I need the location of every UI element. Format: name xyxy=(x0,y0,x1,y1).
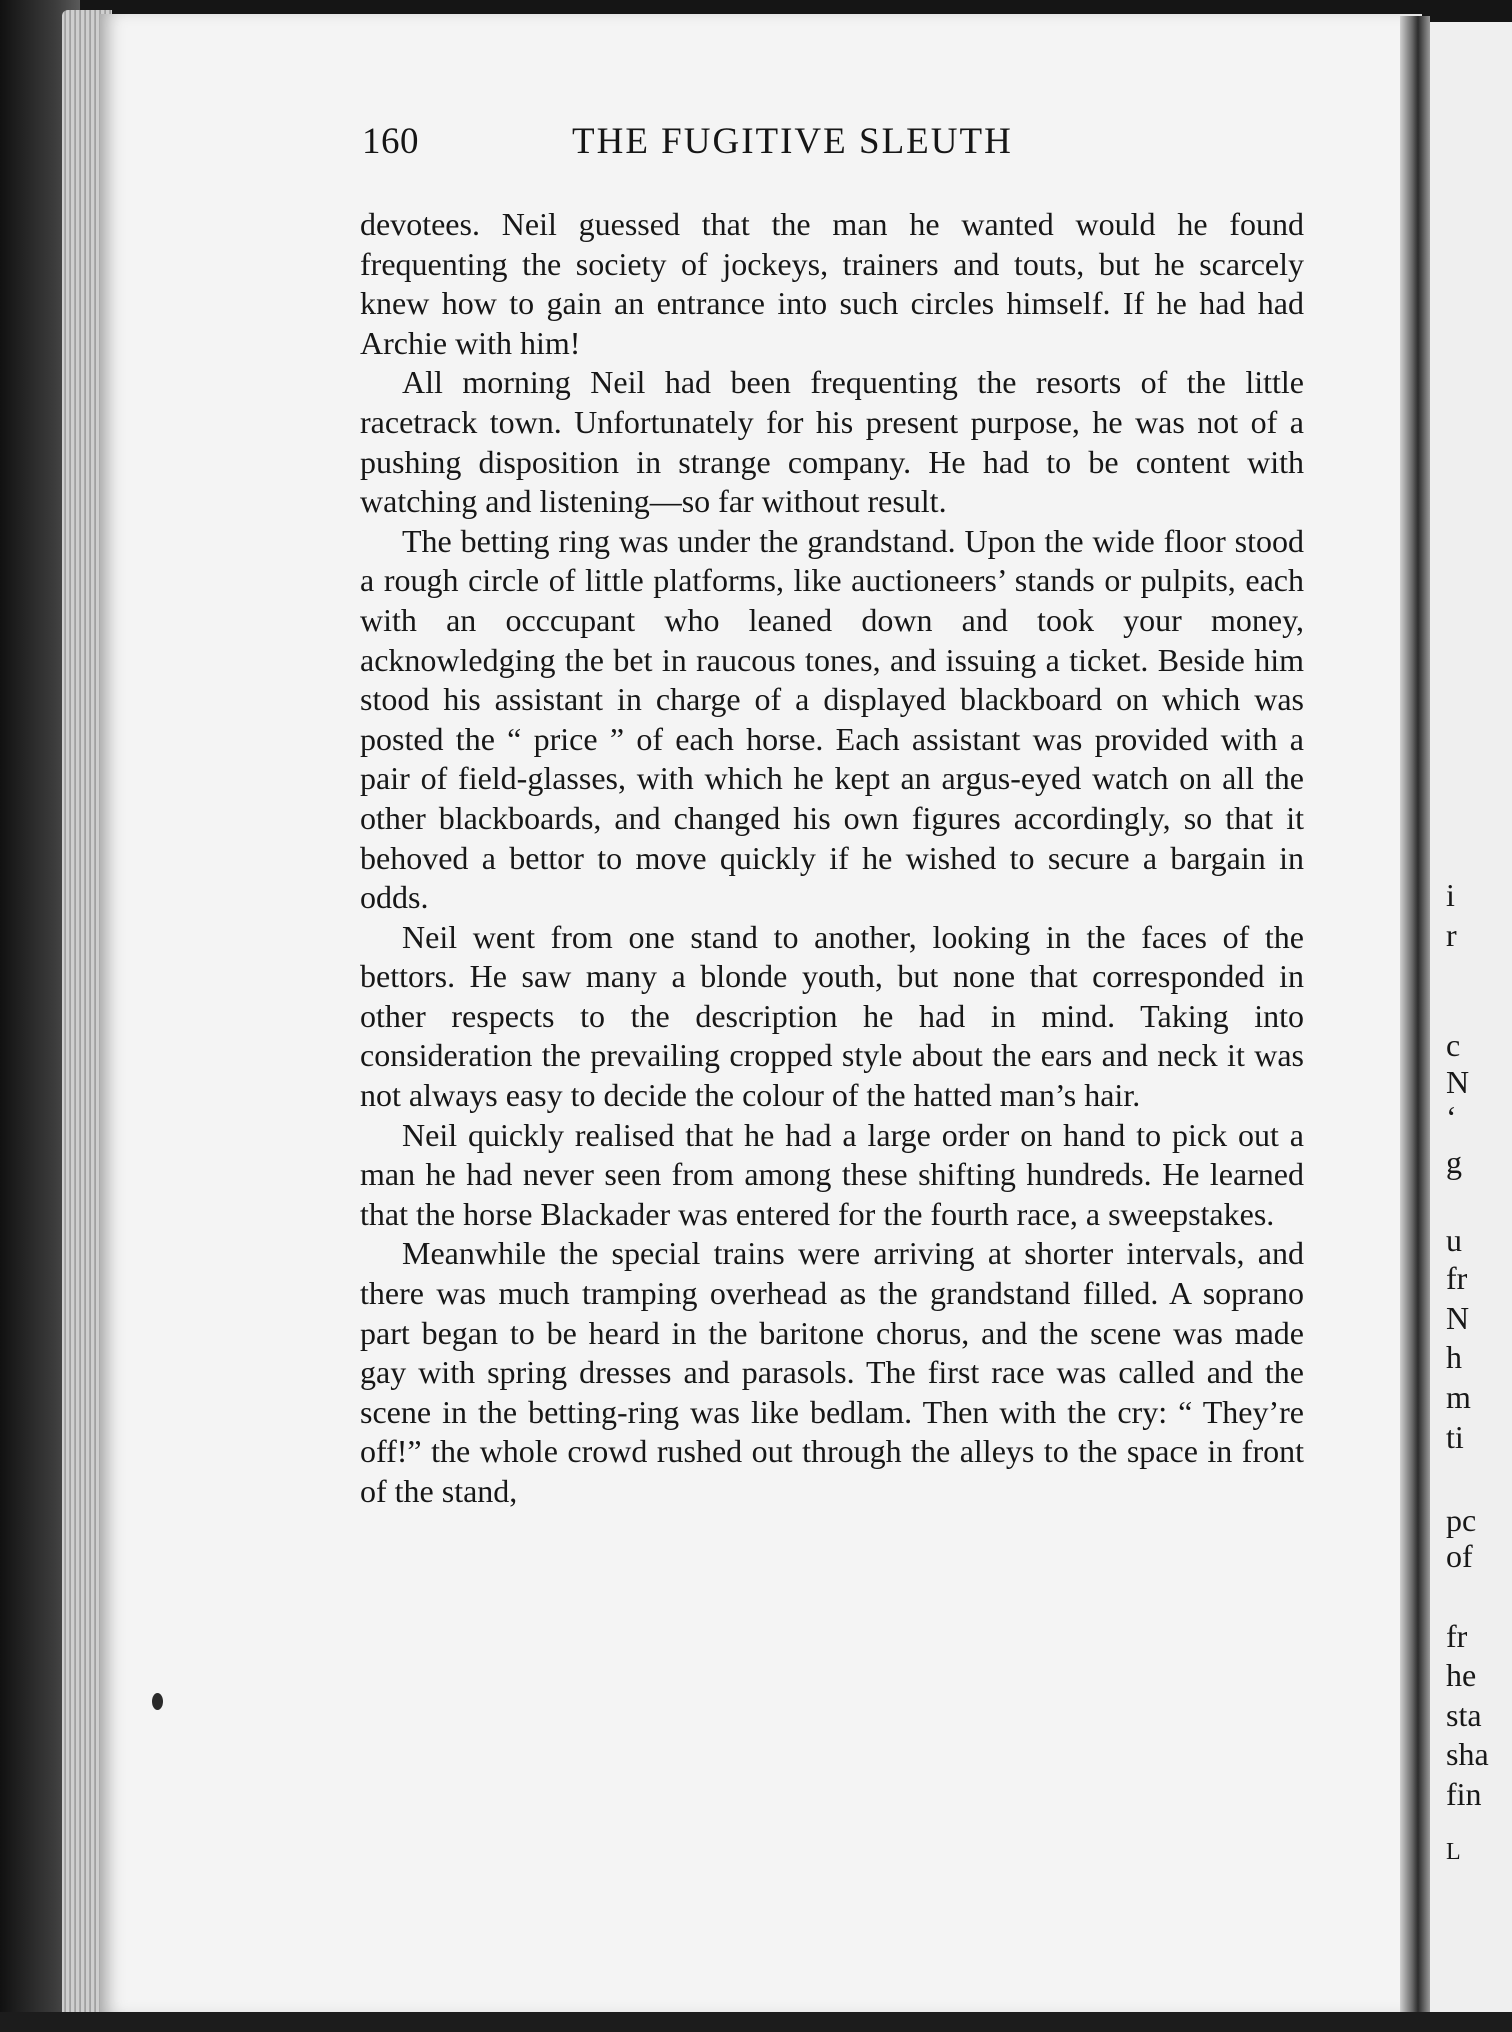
paragraph: Meanwhile the special trains were arriving at shorter intervals, and there was much tramping overhead as the grandstand filled. A soprano part began to be heard in the baritone chorus, and the scene was made gay with spring dresses and parasols. The first race was called and the scene in the betting-ring was like bedlam. Then with the cry: “ They’re off!” the whole crowd rushed out through the alleys to the space in front of the stand, xyxy=(360,1235,1304,1509)
facing-page-fragment: fr xyxy=(1446,1618,1468,1654)
facing-page-fragment: N xyxy=(1446,1064,1470,1100)
paragraph: Neil went from one stand to another, looking in the faces of the bettors. He saw many a blonde youth, but none that corresponded in other respects to the description he had in mind. Taking into consideration the prevailing cropped style about the ears and neck it was not always easy to decide the colour of the hatted man’s hair. xyxy=(360,918,1304,1114)
book-gutter xyxy=(1400,16,1430,2022)
facing-page-fragment: he xyxy=(1446,1657,1477,1693)
facing-page-fragment: m xyxy=(1446,1379,1471,1415)
facing-page-fragment: fr xyxy=(1446,1260,1468,1296)
facing-page-fragment: u xyxy=(1446,1222,1462,1258)
page-text xyxy=(360,205,1304,1512)
facing-page-fragment: L xyxy=(1446,1839,1461,1865)
facing-page-fragment: c xyxy=(1446,1027,1461,1063)
paragraph: The betting ring was under the grandstand. Upon the wide floor stood a rough circle of little platforms, like auctioneers’ stands or pulpits, each with an occcupant who leaned down and took your money, acknowledging the bet in raucous tones, and issuing a ticket. Beside him stood his assistant in charge of a displayed blackboard on which was posted the “ price ” of each horse. Each assistant was provided with a pair of field-glasses, with which he kept an argus-eyed watch on all the other blackboards, and changed his own figures accordingly, so that it behoved a bettor to move quickly if he wished to secure a bargain in odds. xyxy=(360,522,1304,916)
ink-speck xyxy=(152,1693,163,1710)
facing-page-fragment: ti xyxy=(1446,1419,1464,1455)
paragraph: Neil quickly realised that he had a large order on hand to pick out a man he had never seen from among these shifting hundreds. He learned that the horse Blackader was entered for the fourth race, a sweepstakes. xyxy=(360,1116,1304,1232)
facing-page-fragment: sha xyxy=(1446,1736,1489,1772)
facing-page-fragment: i xyxy=(1446,877,1455,913)
facing-page-fragment: r xyxy=(1446,917,1457,953)
facing-page-fragment: of xyxy=(1446,1538,1473,1574)
running-title: THE FUGITIVE SLEUTH xyxy=(572,121,1013,162)
facing-page-fragment: N xyxy=(1446,1300,1470,1336)
paragraph: devotees. Neil guessed that the man he wanted would he found frequenting the society of jockeys, trainers and touts, but he scarcely knew how to gain an entrance into such circles himself. If he had had Archie with him! xyxy=(360,206,1304,361)
page-number: 160 xyxy=(362,121,419,162)
facing-page-fragment: sta xyxy=(1446,1697,1482,1733)
facing-page-fragment: fin xyxy=(1446,1776,1482,1812)
scan-bottom-edge xyxy=(0,2012,1512,2032)
facing-page-fragment: ‘ xyxy=(1446,1099,1457,1135)
page-header xyxy=(362,120,1302,170)
facing-page-fragment: pc xyxy=(1446,1502,1477,1538)
facing-page-sliver xyxy=(1430,22,1512,2022)
facing-page-fragment: g xyxy=(1446,1144,1462,1180)
paragraph: All morning Neil had been frequenting the resorts of the little racetrack town. Unfortunately for his present purpose, he was not of a pushing disposition in strange company. He had to be content with watching and listening—so far without result. xyxy=(360,364,1304,520)
facing-page-fragment: h xyxy=(1446,1339,1462,1375)
